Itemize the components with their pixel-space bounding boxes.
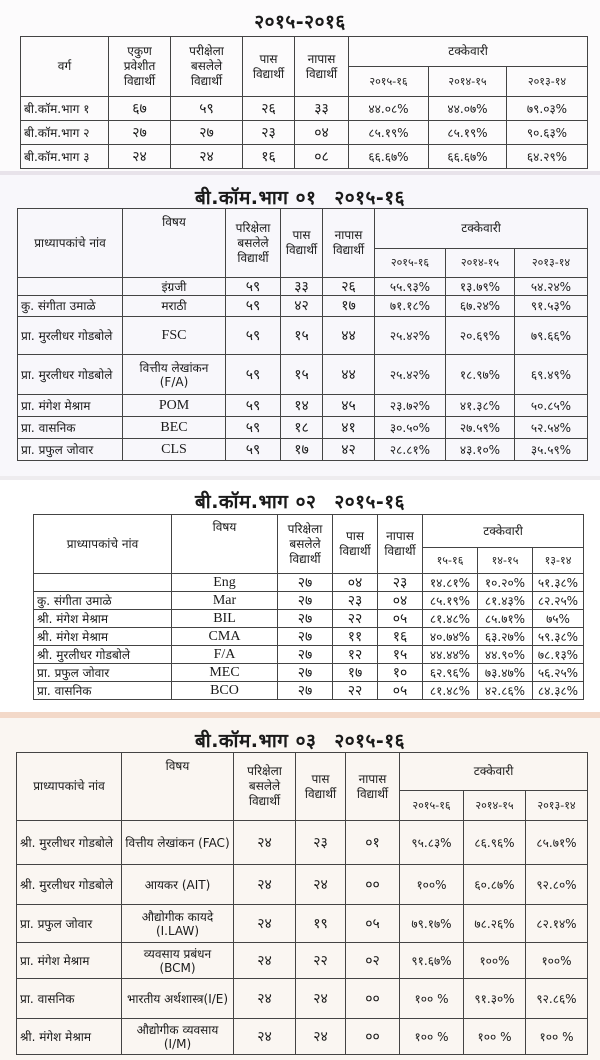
failed-cell: ०५ bbox=[346, 905, 400, 943]
col-header-passed: पास विद्यार्थी bbox=[243, 37, 295, 97]
percentage-cell: २५.४२% bbox=[375, 355, 446, 395]
percentage-cell: ५१.३८% bbox=[533, 574, 584, 592]
percentage-cell: ९१.३०% bbox=[464, 979, 526, 1019]
passed-cell: २४ bbox=[296, 979, 346, 1019]
percentage-cell: ८१.४८% bbox=[423, 682, 478, 700]
passed-cell: १९ bbox=[296, 905, 346, 943]
percentage-cell: २५.४२% bbox=[375, 317, 446, 355]
teacher-cell: प्रा. मंगेश मेश्राम bbox=[17, 943, 122, 979]
passed-cell: २२ bbox=[333, 682, 378, 700]
col-header-year: २०१३-१४ bbox=[515, 249, 588, 278]
failed-cell: २३ bbox=[378, 574, 423, 592]
subject-cell: BIL bbox=[172, 610, 278, 628]
col-header-appeared: परिक्षेला बसलेले विद्यार्थी bbox=[278, 515, 333, 574]
summary-table-body bbox=[21, 97, 588, 169]
percentage-cell: ४३.१०% bbox=[446, 439, 515, 461]
failed-cell: ४४ bbox=[323, 317, 375, 355]
total-admitted-cell: ६७ bbox=[109, 97, 171, 121]
percentage-cell: ७९.६६% bbox=[515, 317, 588, 355]
percentage-cell: ७९.१७% bbox=[400, 905, 464, 943]
part1-title-main: बी.कॉम.भाग ०१ bbox=[194, 187, 317, 209]
col-header-passed: पास विद्यार्थी bbox=[333, 515, 378, 574]
failed-cell: ०५ bbox=[378, 682, 423, 700]
passed-cell: १४ bbox=[281, 395, 323, 417]
part2-title bbox=[0, 488, 600, 514]
percentage-cell: ६६.६७% bbox=[429, 145, 507, 169]
appeared-cell: २७ bbox=[278, 628, 333, 646]
percentage-cell: ९१.६७% bbox=[400, 943, 464, 979]
failed-cell: ०४ bbox=[378, 592, 423, 610]
subject-cell: भारतीय अर्थशास्त्र(I/E) bbox=[122, 979, 234, 1019]
appeared-cell: २७ bbox=[278, 682, 333, 700]
table-row bbox=[34, 592, 584, 610]
appeared-cell: २७ bbox=[278, 610, 333, 628]
failed-cell: ३३ bbox=[295, 97, 349, 121]
teacher-cell: श्री. मुरलीधर गोडबोले bbox=[17, 821, 122, 865]
percentage-cell: ७१.१८% bbox=[375, 296, 446, 317]
teacher-cell: प्रा. वासनिक bbox=[34, 682, 172, 700]
percentage-cell: ४४.०७% bbox=[429, 97, 507, 121]
category-cell: बी.कॉम.भाग १ bbox=[21, 97, 109, 121]
part1-title bbox=[0, 184, 600, 210]
percentage-cell: ४४.४४% bbox=[423, 646, 478, 664]
part2-title-main: बी.कॉम.भाग ०२ bbox=[194, 491, 317, 513]
percentage-cell: १००% bbox=[464, 943, 526, 979]
col-header-year: २०१३-१४ bbox=[507, 67, 588, 97]
appeared-cell: २७ bbox=[278, 592, 333, 610]
percentage-cell: १८.९७% bbox=[446, 355, 515, 395]
percentage-cell: १००% bbox=[400, 865, 464, 905]
col-header-subject: विषय bbox=[123, 209, 226, 278]
table-row bbox=[18, 296, 588, 317]
percentage-cell: १०० % bbox=[526, 1019, 588, 1055]
failed-cell: ४२ bbox=[323, 439, 375, 461]
col-header-year: २०१५-१६ bbox=[349, 67, 429, 97]
col-header-year: २०१४-१५ bbox=[429, 67, 507, 97]
subject-cell: औद्योगीक व्यवसाय (I/M) bbox=[122, 1019, 234, 1055]
failed-cell: ०८ bbox=[295, 145, 349, 169]
table-row bbox=[21, 145, 588, 169]
passed-cell: २४ bbox=[296, 1019, 346, 1055]
passed-cell: ११ bbox=[333, 628, 378, 646]
percentage-cell: ५५.९३% bbox=[375, 278, 446, 296]
part3-title bbox=[0, 727, 600, 753]
col-header-year: २०१४-१५ bbox=[464, 791, 526, 821]
appeared-cell: ५९ bbox=[226, 355, 281, 395]
part2-title-year: २०१५-१६ bbox=[334, 491, 406, 513]
subject-cell: CLS bbox=[123, 439, 226, 461]
percentage-cell: ८२.२५% bbox=[533, 592, 584, 610]
part2-table-body bbox=[34, 574, 584, 700]
col-header-year: २०१५-१६ bbox=[375, 249, 446, 278]
table-row bbox=[21, 97, 588, 121]
table-row bbox=[17, 979, 588, 1019]
percentage-cell: ६९.४९% bbox=[515, 355, 588, 395]
failed-cell: ४४ bbox=[323, 355, 375, 395]
subject-cell: BEC bbox=[123, 417, 226, 439]
col-header-teacher: प्राध्यापकांचे नांव bbox=[34, 515, 172, 574]
table-row bbox=[17, 943, 588, 979]
percentage-cell: ७३.४७% bbox=[478, 664, 533, 682]
col-header-appeared: परिक्षेला बसलेले विद्यार्थी bbox=[226, 209, 281, 278]
percentage-cell: १०० % bbox=[400, 979, 464, 1019]
part1-table bbox=[17, 208, 588, 461]
percentage-cell: ८५.७१% bbox=[526, 821, 588, 865]
table-row bbox=[18, 395, 588, 417]
col-header-year: २०१४-१५ bbox=[446, 249, 515, 278]
percentage-cell: २०.६९% bbox=[446, 317, 515, 355]
percentage-cell: ८६.९६% bbox=[464, 821, 526, 865]
col-header-percentage: टक्केवारी bbox=[349, 37, 588, 67]
teacher-cell: प्रा. वासनिक bbox=[17, 979, 122, 1019]
percentage-cell: १३.७९% bbox=[446, 278, 515, 296]
subject-cell: CMA bbox=[172, 628, 278, 646]
percentage-cell: ४४.९०% bbox=[478, 646, 533, 664]
failed-cell: ०२ bbox=[346, 943, 400, 979]
part1-table-body bbox=[18, 278, 588, 461]
table-row bbox=[17, 865, 588, 905]
subject-cell: औद्योगीक कायदे (I.LAW) bbox=[122, 905, 234, 943]
table-row bbox=[34, 574, 584, 592]
col-header-subject: विषय bbox=[122, 753, 234, 821]
appeared-cell: २४ bbox=[234, 1019, 296, 1055]
appeared-cell: २४ bbox=[234, 905, 296, 943]
table-row bbox=[18, 355, 588, 395]
appeared-cell: २७ bbox=[278, 646, 333, 664]
appeared-cell: २४ bbox=[234, 943, 296, 979]
table-row bbox=[17, 1019, 588, 1055]
percentage-cell: २७.५९% bbox=[446, 417, 515, 439]
col-header-category: वर्ग bbox=[21, 37, 109, 97]
teacher-cell: श्री. मंगेश मेश्राम bbox=[17, 1019, 122, 1055]
subject-cell: MEC bbox=[172, 664, 278, 682]
teacher-cell: प्रा. वासनिक bbox=[18, 417, 123, 439]
teacher-cell: श्री. मुरलीधर गोडबोले bbox=[34, 646, 172, 664]
teacher-cell bbox=[34, 574, 172, 592]
table-row bbox=[17, 821, 588, 865]
table-row bbox=[18, 417, 588, 439]
appeared-cell: २७ bbox=[278, 574, 333, 592]
passed-cell: १५ bbox=[281, 317, 323, 355]
teacher-cell: प्रा. मुरलीधर गोडबोले bbox=[18, 317, 123, 355]
failed-cell: ४५ bbox=[323, 395, 375, 417]
appeared-cell: २४ bbox=[234, 821, 296, 865]
percentage-cell: ५०.८५% bbox=[515, 395, 588, 417]
sheet-divider bbox=[0, 712, 600, 718]
percentage-cell: १४.८१% bbox=[423, 574, 478, 592]
appeared-cell: ५९ bbox=[226, 296, 281, 317]
col-header-passed: पास विद्यार्थी bbox=[296, 753, 346, 821]
col-header-appeared: परिक्षेला बसलेले विद्यार्थी bbox=[234, 753, 296, 821]
teacher-cell: कु. संगीता उमाळे bbox=[18, 296, 123, 317]
percentage-cell: ८१.४३% bbox=[478, 592, 533, 610]
teacher-cell: कु. संगीता उमाळे bbox=[34, 592, 172, 610]
part3-title-main: बी.कॉम.भाग ०३ bbox=[194, 730, 317, 752]
appeared-cell: २७ bbox=[278, 664, 333, 682]
appeared-cell: २४ bbox=[234, 979, 296, 1019]
appeared-cell: ५९ bbox=[226, 417, 281, 439]
table-row bbox=[17, 905, 588, 943]
percentage-cell: ५९.३८% bbox=[533, 628, 584, 646]
percentage-cell: ९२.८०% bbox=[526, 865, 588, 905]
failed-cell: १० bbox=[378, 664, 423, 682]
percentage-cell: ८२.१४% bbox=[526, 905, 588, 943]
passed-cell: १५ bbox=[281, 355, 323, 395]
appeared-cell: ५९ bbox=[226, 439, 281, 461]
passed-cell: २२ bbox=[296, 943, 346, 979]
table-row bbox=[18, 317, 588, 355]
table-row bbox=[34, 664, 584, 682]
percentage-cell: ६६.६७% bbox=[349, 145, 429, 169]
percentage-cell: ४४.०८% bbox=[349, 97, 429, 121]
subject-cell: आयकर (AIT) bbox=[122, 865, 234, 905]
passed-cell: १६ bbox=[243, 145, 295, 169]
table-row bbox=[34, 682, 584, 700]
teacher-cell: श्री. मंगेश मेश्राम bbox=[34, 610, 172, 628]
percentage-cell: १००% bbox=[526, 943, 588, 979]
col-header-year: १५-१६ bbox=[423, 548, 478, 574]
percentage-cell: ९५.८३% bbox=[400, 821, 464, 865]
total-admitted-cell: २७ bbox=[109, 121, 171, 145]
total-admitted-cell: २४ bbox=[109, 145, 171, 169]
failed-cell: १६ bbox=[378, 628, 423, 646]
failed-cell: ४१ bbox=[323, 417, 375, 439]
col-header-failed: नापास विद्यार्थी bbox=[295, 37, 349, 97]
percentage-cell: ७८.१३% bbox=[533, 646, 584, 664]
col-header-subject: विषय bbox=[172, 515, 278, 574]
passed-cell: २३ bbox=[243, 121, 295, 145]
passed-cell: ४२ bbox=[281, 296, 323, 317]
col-header-passed: पास विद्यार्थी bbox=[281, 209, 323, 278]
failed-cell: ०५ bbox=[378, 610, 423, 628]
table-row bbox=[34, 646, 584, 664]
category-cell: बी.कॉम.भाग ३ bbox=[21, 145, 109, 169]
table-row bbox=[18, 439, 588, 461]
failed-cell: ०० bbox=[346, 1019, 400, 1055]
percentage-cell: ४०.७४% bbox=[423, 628, 478, 646]
percentage-cell: २३.७२% bbox=[375, 395, 446, 417]
col-header-failed: नापास विद्यार्थी bbox=[323, 209, 375, 278]
part3-table-body bbox=[17, 821, 588, 1055]
col-header-teacher: प्राध्यापकांचे नांव bbox=[18, 209, 123, 278]
failed-cell: ०१ bbox=[346, 821, 400, 865]
failed-cell: १७ bbox=[323, 296, 375, 317]
teacher-cell bbox=[18, 278, 123, 296]
passed-cell: २३ bbox=[333, 592, 378, 610]
passed-cell: १८ bbox=[281, 417, 323, 439]
failed-cell: ०० bbox=[346, 979, 400, 1019]
percentage-cell: ८१.४८% bbox=[423, 610, 478, 628]
teacher-cell: श्री. मंगेश मेश्राम bbox=[34, 628, 172, 646]
passed-cell: २६ bbox=[243, 97, 295, 121]
col-header-percentage: टक्केवारी bbox=[400, 753, 588, 791]
percentage-cell: ८४.३८% bbox=[533, 682, 584, 700]
percentage-cell: ७९.०३% bbox=[507, 97, 588, 121]
percentage-cell: ३०.५०% bbox=[375, 417, 446, 439]
percentage-cell: ९०.६३% bbox=[507, 121, 588, 145]
percentage-cell: ७८.२६% bbox=[464, 905, 526, 943]
subject-cell: इंग्रजी bbox=[123, 278, 226, 296]
teacher-cell: प्रा. प्रफुल जोवार bbox=[18, 439, 123, 461]
table-row bbox=[34, 610, 584, 628]
percentage-cell: ६०.८७% bbox=[464, 865, 526, 905]
table-row bbox=[18, 278, 588, 296]
col-header-appeared: परीक्षेला बसलेले विद्यार्थी bbox=[171, 37, 243, 97]
appeared-cell: २७ bbox=[171, 121, 243, 145]
subject-cell: POM bbox=[123, 395, 226, 417]
table-row bbox=[34, 628, 584, 646]
subject-cell: वित्तीय लेखांकन (F/A) bbox=[123, 355, 226, 395]
percentage-cell: २८.८१% bbox=[375, 439, 446, 461]
percentage-cell: ५२.५४% bbox=[515, 417, 588, 439]
col-header-year: २०१३-१४ bbox=[526, 791, 588, 821]
percentage-cell: १०.२०% bbox=[478, 574, 533, 592]
percentage-cell: १०० % bbox=[464, 1019, 526, 1055]
col-header-year: १४-१५ bbox=[478, 548, 533, 574]
appeared-cell: ५९ bbox=[226, 317, 281, 355]
percentage-cell: १०० % bbox=[400, 1019, 464, 1055]
passed-cell: २३ bbox=[296, 821, 346, 865]
col-header-failed: नापास विद्यार्थी bbox=[378, 515, 423, 574]
percentage-cell: ८५.१९% bbox=[423, 592, 478, 610]
passed-cell: १२ bbox=[333, 646, 378, 664]
percentage-cell: ९२.८६% bbox=[526, 979, 588, 1019]
part1-title-year: २०१५-१६ bbox=[334, 187, 406, 209]
failed-cell: ०४ bbox=[295, 121, 349, 145]
passed-cell: १७ bbox=[333, 664, 378, 682]
appeared-cell: ५९ bbox=[226, 395, 281, 417]
teacher-cell: प्रा. प्रफुल जोवार bbox=[17, 905, 122, 943]
percentage-cell: ८५.१९% bbox=[349, 121, 429, 145]
appeared-cell: २४ bbox=[234, 865, 296, 905]
subject-cell: वित्तीय लेखांकन (FAC) bbox=[122, 821, 234, 865]
summary-table bbox=[20, 36, 588, 169]
subject-cell: Mar bbox=[172, 592, 278, 610]
col-header-total-admitted: एकुण प्रवेशीत विद्यार्थी bbox=[109, 37, 171, 97]
percentage-cell: ६२.९६% bbox=[423, 664, 478, 682]
sheet-divider bbox=[0, 171, 600, 175]
percentage-cell: ४२.८६% bbox=[478, 682, 533, 700]
percentage-cell: ८५.१९% bbox=[429, 121, 507, 145]
teacher-cell: प्रा. मुरलीधर गोडबोले bbox=[18, 355, 123, 395]
percentage-cell: ९१.५३% bbox=[515, 296, 588, 317]
subject-cell: FSC bbox=[123, 317, 226, 355]
percentage-cell: ७५% bbox=[533, 610, 584, 628]
subject-cell: BCO bbox=[172, 682, 278, 700]
appeared-cell: २४ bbox=[171, 145, 243, 169]
percentage-cell: ४१.३८% bbox=[446, 395, 515, 417]
col-header-percentage: टक्केवारी bbox=[375, 209, 588, 249]
col-header-year: २०१५-१६ bbox=[400, 791, 464, 821]
appeared-cell: ५९ bbox=[226, 278, 281, 296]
percentage-cell: ५६.२५% bbox=[533, 664, 584, 682]
col-header-percentage: टक्केवारी bbox=[423, 515, 584, 548]
table-row bbox=[21, 121, 588, 145]
teacher-cell: श्री. मुरलीधर गोडबोले bbox=[17, 865, 122, 905]
subject-cell: Eng bbox=[172, 574, 278, 592]
percentage-cell: ६३.२७% bbox=[478, 628, 533, 646]
failed-cell: २६ bbox=[323, 278, 375, 296]
percentage-cell: ५४.२४% bbox=[515, 278, 588, 296]
part3-title-year: २०१५-१६ bbox=[334, 730, 406, 752]
subject-cell: व्यवसाय प्रबंधन (BCM) bbox=[122, 943, 234, 979]
subject-cell: F/A bbox=[172, 646, 278, 664]
teacher-cell: प्रा. मंगेश मेश्राम bbox=[18, 395, 123, 417]
part2-table bbox=[33, 514, 584, 700]
sheet-divider bbox=[0, 476, 600, 480]
percentage-cell: ८५.७१% bbox=[478, 610, 533, 628]
category-cell: बी.कॉम.भाग २ bbox=[21, 121, 109, 145]
col-header-year: १३-१४ bbox=[533, 548, 584, 574]
col-header-failed: नापास विद्यार्थी bbox=[346, 753, 400, 821]
col-header-teacher: प्राध्यापकांचे नांव bbox=[17, 753, 122, 821]
appeared-cell: ५९ bbox=[171, 97, 243, 121]
passed-cell: २४ bbox=[296, 865, 346, 905]
subject-cell: मराठी bbox=[123, 296, 226, 317]
failed-cell: १५ bbox=[378, 646, 423, 664]
passed-cell: ०४ bbox=[333, 574, 378, 592]
part3-table bbox=[16, 752, 588, 1055]
percentage-cell: ३५.५९% bbox=[515, 439, 588, 461]
percentage-cell: ६४.२९% bbox=[507, 145, 588, 169]
passed-cell: १७ bbox=[281, 439, 323, 461]
passed-cell: २२ bbox=[333, 610, 378, 628]
teacher-cell: प्रा. प्रफुल जोवार bbox=[34, 664, 172, 682]
summary-title: २०१५-२०१६ bbox=[254, 11, 346, 33]
passed-cell: ३३ bbox=[281, 278, 323, 296]
percentage-cell: ६७.२४% bbox=[446, 296, 515, 317]
failed-cell: ०० bbox=[346, 865, 400, 905]
